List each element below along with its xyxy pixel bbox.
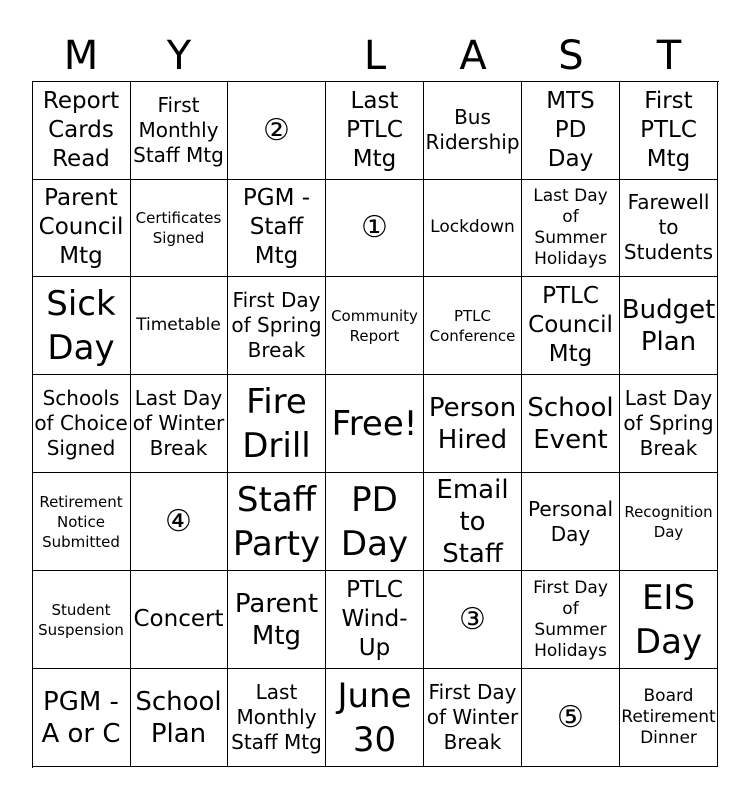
bingo-cell[interactable]: First Day of Summer Holidays [522,571,620,669]
header-letter: M [63,33,99,79]
bingo-cell[interactable]: ① [326,179,424,277]
bingo-cell[interactable]: First Monthly Staff Mtg [130,81,228,180]
header-letter: A [459,33,487,79]
bingo-cell[interactable]: Sick Day [32,277,131,375]
bingo-cell[interactable]: Parent Council Mtg [32,179,131,277]
bingo-cell[interactable]: Email to Staff [424,473,522,571]
bingo-cell[interactable]: Concert [130,571,228,669]
bingo-cell[interactable]: Last PTLC Mtg [326,81,424,180]
bingo-cell[interactable]: June 30 [326,669,424,767]
bingo-cell[interactable]: Parent Mtg [228,571,326,669]
bingo-cell[interactable]: PTLC Conference [424,277,522,375]
bingo-cell[interactable]: Staff Party [228,473,326,571]
bingo-cell[interactable]: Student Suspension [32,571,131,669]
bingo-cell[interactable]: ④ [130,473,228,571]
bingo-cell[interactable]: PGM - A or C [32,669,131,767]
bingo-cell[interactable]: PTLC Council Mtg [522,277,620,375]
bingo-cell[interactable]: EIS Day [620,571,718,669]
bingo-cell[interactable]: Community Report [326,277,424,375]
bingo-cell[interactable]: Last Monthly Staff Mtg [228,669,326,767]
bingo-cell[interactable]: Person Hired [424,375,522,473]
bingo-cell[interactable]: Retirement Notice Submitted [32,473,131,571]
bingo-cell[interactable]: First PTLC Mtg [620,81,718,180]
bingo-cell[interactable]: Schools of Choice Signed [32,375,131,473]
bingo-cell[interactable]: PD Day [326,473,424,571]
bingo-cell[interactable]: Board Retirement Dinner [620,669,718,767]
bingo-cell[interactable]: ② [228,81,326,180]
bingo-cell[interactable]: Certificates Signed [130,179,228,277]
bingo-cell[interactable]: Recognition Day [620,473,718,571]
bingo-cell[interactable]: Timetable [130,277,228,375]
bingo-cell[interactable]: Lockdown [424,179,522,277]
bingo-cell[interactable]: Fire Drill [228,375,326,473]
bingo-cell[interactable]: PGM - Staff Mtg [228,179,326,277]
bingo-cell[interactable]: Last Day of Winter Break [130,375,228,473]
bingo-cell[interactable]: Budget Plan [620,277,718,375]
bingo-cell[interactable]: Last Day of Spring Break [620,375,718,473]
bingo-cell[interactable]: Bus Ridership [424,81,522,180]
bingo-cell[interactable]: ⑤ [522,669,620,767]
bingo-cell[interactable]: Report Cards Read [32,81,131,180]
header-letter: T [656,33,682,79]
bingo-card-grid [32,81,719,768]
bingo-cell[interactable]: ③ [424,571,522,669]
bingo-cell[interactable]: School Event [522,375,620,473]
header-letter: L [363,33,387,79]
bingo-header [32,30,718,82]
bingo-cell[interactable]: MTS PD Day [522,81,620,180]
header-letter [228,30,326,82]
bingo-cell[interactable]: Last Day of Summer Holidays [522,179,620,277]
header-letter: S [558,33,584,79]
bingo-cell[interactable]: Personal Day [522,473,620,571]
bingo-cell[interactable]: PTLC Wind- Up [326,571,424,669]
header-letter: Y [166,33,192,79]
bingo-cell[interactable]: First Day of Winter Break [424,669,522,767]
bingo-cell[interactable]: Free! [326,375,424,473]
bingo-cell[interactable]: Farewell to Students [620,179,718,277]
bingo-cell[interactable]: School Plan [130,669,228,767]
bingo-cell[interactable]: First Day of Spring Break [228,277,326,375]
